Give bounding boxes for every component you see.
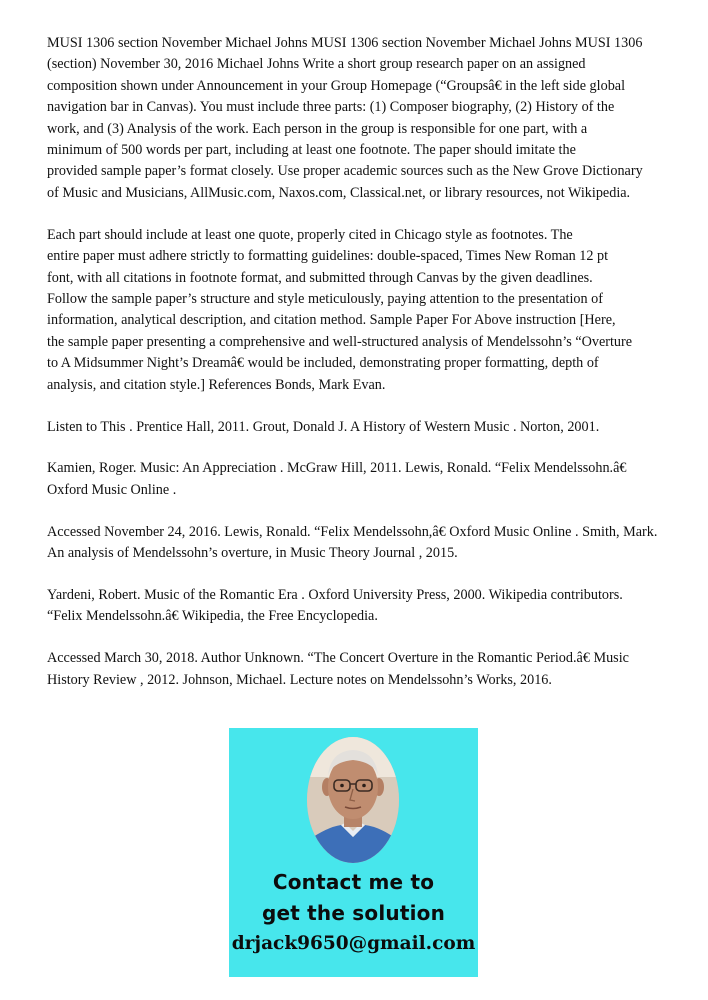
person-portrait-icon: [307, 737, 399, 863]
promo-headline-line2: get the solution: [261, 901, 446, 925]
reference-entry: Listen to This . Prentice Hall, 2011. Grout, Donald J. A History of Western Music . Norton, 2001.: [47, 418, 600, 435]
paragraph-assignment-intro: MUSI 1306 section November Michael Johns MUSI 1306 section November Michael Johns MUSI 1306 (section) November 30, 2016 Michael Johns Write a short group research paper on an assigned composition shown under Announcement in your Group Homepage (“Groupsâ€ in the left side global navigation bar in Canvas). You must include three parts: (1) Composer biography, (2) History of the work, and (3) Analysis of the work. Each person in the group is responsible for one part, with a minimum of 500 words per part, including at least one footnote. The paper should imitate the provided sample paper’s format closely. Use proper academic sources such as the New Grove Dictionary of Music and Musicians, AllMusic.com, Naxos.com, Classical.net, or library resources, not Wikipedia.: [47, 35, 643, 201]
paragraph-formatting-guidelines: Each part should include at least one quote, properly cited in Chicago style as footnotes. The entire paper must adhere strictly to formatting guidelines: double-spaced, Times New Roman 12 pt font, with all citations in footnote format, and submitted through Canvas by the given deadlines. Follow the sample paper’s structure and style meticulously, paying attention to the presentation of information, analytical description, and citation method. Sample Paper For Above instruction [Here, the sample paper presenting a comprehensive and well-structured analysis of Mendelssohn’s “Overture to A Midsummer Night’s Dreamâ€ would be included, demonstrating proper formatting, depth of analysis, and citation style.] References Bonds, Mark Evan.: [47, 226, 633, 393]
contact-email[interactable]: drjack9650@gmail.com: [231, 933, 476, 954]
contact-promo-banner[interactable]: [229, 728, 478, 977]
promo-headline-line1: Contact me to: [272, 870, 435, 894]
reference-entry: Kamien, Roger. Music: An Appreciation . McGraw Hill, 2011. Lewis, Ronald. “Felix Mendelssohn.â€ Oxford Music Online .: [47, 460, 627, 498]
reference-entry: Accessed November 24, 2016. Lewis, Ronald. “Felix Mendelssohn,â€ Oxford Music Online . Smith, Mark. An analysis of Mendelssohn’s overture, in Music Theory Journal , 2015.: [47, 523, 658, 562]
reference-entry: Accessed March 30, 2018. Author Unknown. “The Concert Overture in the Romantic Period.â€ Music History Review , 2012. Johnson, Michael. Lecture notes on Mendelssohn’s Works, 2016.: [47, 650, 629, 688]
document-body: [47, 33, 667, 712]
reference-entry: Yardeni, Robert. Music of the Romantic Era . Oxford University Press, 2000. Wikipedia contributors. “Felix Mendelssohn.â€ Wikipedia, the Free Encyclopedia.: [47, 587, 623, 625]
